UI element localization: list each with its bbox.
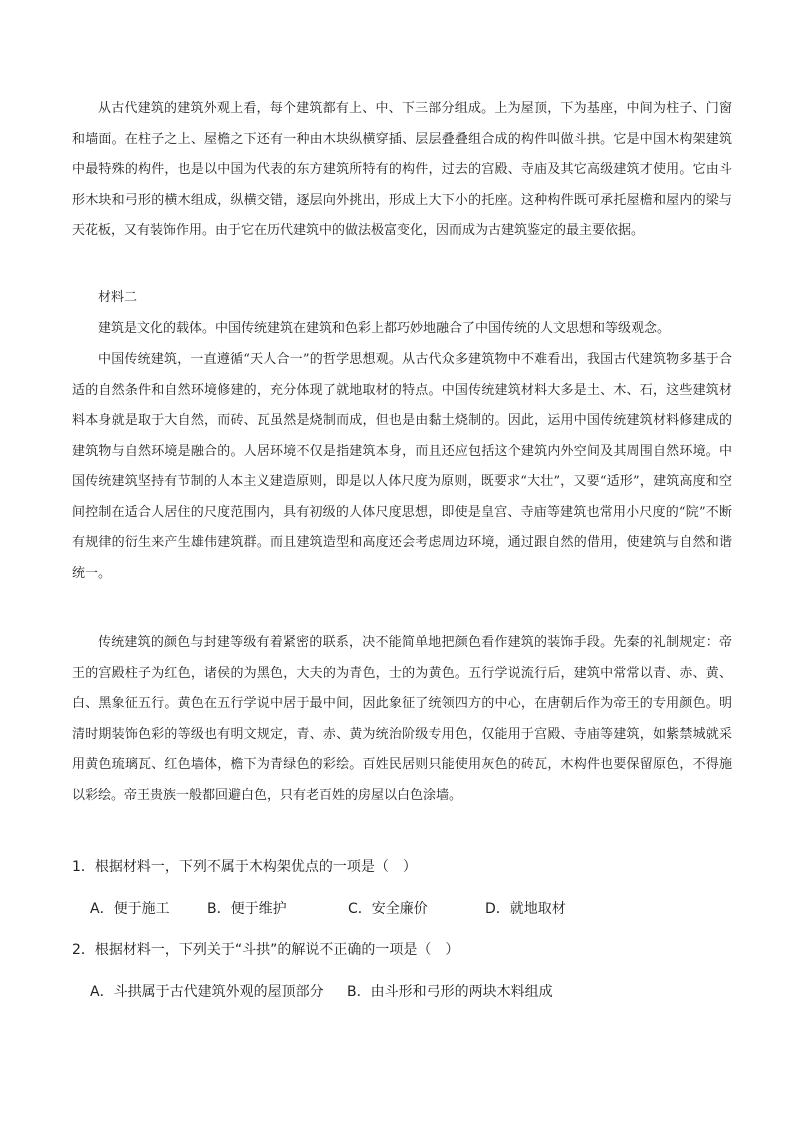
option-a: A．斗拱属于古代建筑外观的屋顶部分 xyxy=(90,984,324,1000)
question-1-options xyxy=(90,898,566,918)
material2-heading: 材料二 xyxy=(98,290,138,305)
question-1-stem: 1．根据材料一，下列不属于木构架优点的一项是（ ） xyxy=(72,859,417,875)
option-c: C．安全廉价 xyxy=(348,901,428,917)
option-b: B．由斗形和弓形的两块木料组成 xyxy=(347,984,553,1000)
option-b: B．便于维护 xyxy=(207,901,287,917)
material2-paragraph-3: 传统建筑的颜色与封建等级有着紧密的联系，决不能简单地把颜色看作建筑的装饰手段。先秦的礼制规定：帝王的宫殿柱子为红色，诸侯的为黑色，大夫的为青色，士的为黄色。五行学说流行后，建筑中常常以青、赤、黄、白、黑象征五行。黄色在五行学说中居于最中间，因此象征了统领四方的中心，在唐朝后作为帝王的专用颜色。明清时期装饰色彩的等级也有明文规定，青、赤、黄为统治阶级专用色，仅能用于宫殿、寺庙等建筑，如紫禁城就采用黄色琉璃瓦、红色墙体，檐下为青绿色的彩绘。百姓民居则只能使用灰色的砖瓦，木构件也要保留原色，不得施以彩绘。帝王贵族一般都回避白色，只有老百姓的房屋以白色涂墙。 xyxy=(72,635,732,803)
material2-paragraph-1: 建筑是文化的载体。中国传统建筑在建筑和色彩上都巧妙地融合了中国传统的人文思想和等级观念。 xyxy=(98,321,671,336)
option-d: D．就地取材 xyxy=(485,901,566,917)
material2-paragraph-2: 中国传统建筑，一直遵循“天人合一”的哲学思想观。从古代众多建筑物中不难看出，我国古代建筑物多基于合适的自然条件和自然环境修建的，充分体现了就地取材的特点。中国传统建筑材料大多是土、木、石，这些建筑材料本身就是取于大自然，而砖、瓦虽然是烧制而成，但也是由黏土烧制的。因此，运用中国传统建筑材料修建成的建筑物与自然环境是融合的。人居环境不仅是指建筑本身，而且还应包括这个建筑内外空间及其周围自然环境。中国传统建筑坚持有节制的人本主义建造原则，即是以人体尺度为原则，既要求“大壮”，又要“适形”，建筑高度和空间控制在适合人居住的尺度范围内，具有初级的人体尺度思想，即使是皇宫、寺庙等建筑也常用小尺度的“院”不断有规律的衍生来产生雄伟建筑群。而且建筑造型和高度还会考虑周边环境，通过跟自然的借用，使建筑与自然和谐统一。 xyxy=(72,352,732,581)
option-a: A．便于施工 xyxy=(90,901,170,917)
material1-paragraph: 从古代建筑的建筑外观上看，每个建筑都有上、中、下三部分组成。上为屋顶，下为基座，中间为柱子、门窗和墙面。在柱子之上、屋檐之下还有一种由木块纵横穿插、层层叠叠组合成的构件叫做斗拱。它是中国木构架建筑中最特殊的构件，也是以中国为代表的东方建筑所特有的构件，过去的宫殿、寺庙及其它高级建筑才使用。它由斗形木块和弓形的横木组成，纵横交错，逐层向外挑出，形成上大下小的托座。这种构件既可承托屋檐和屋内的梁与天花板，又有装饰作用。由于它在历代建筑中的做法极富变化，因而成为古建筑鉴定的最主要依据。 xyxy=(72,101,732,238)
question-2-options xyxy=(90,981,553,1001)
question-2-stem: 2．根据材料一，下列关于“斗拱”的解说不正确的一项是（ ） xyxy=(72,942,460,958)
